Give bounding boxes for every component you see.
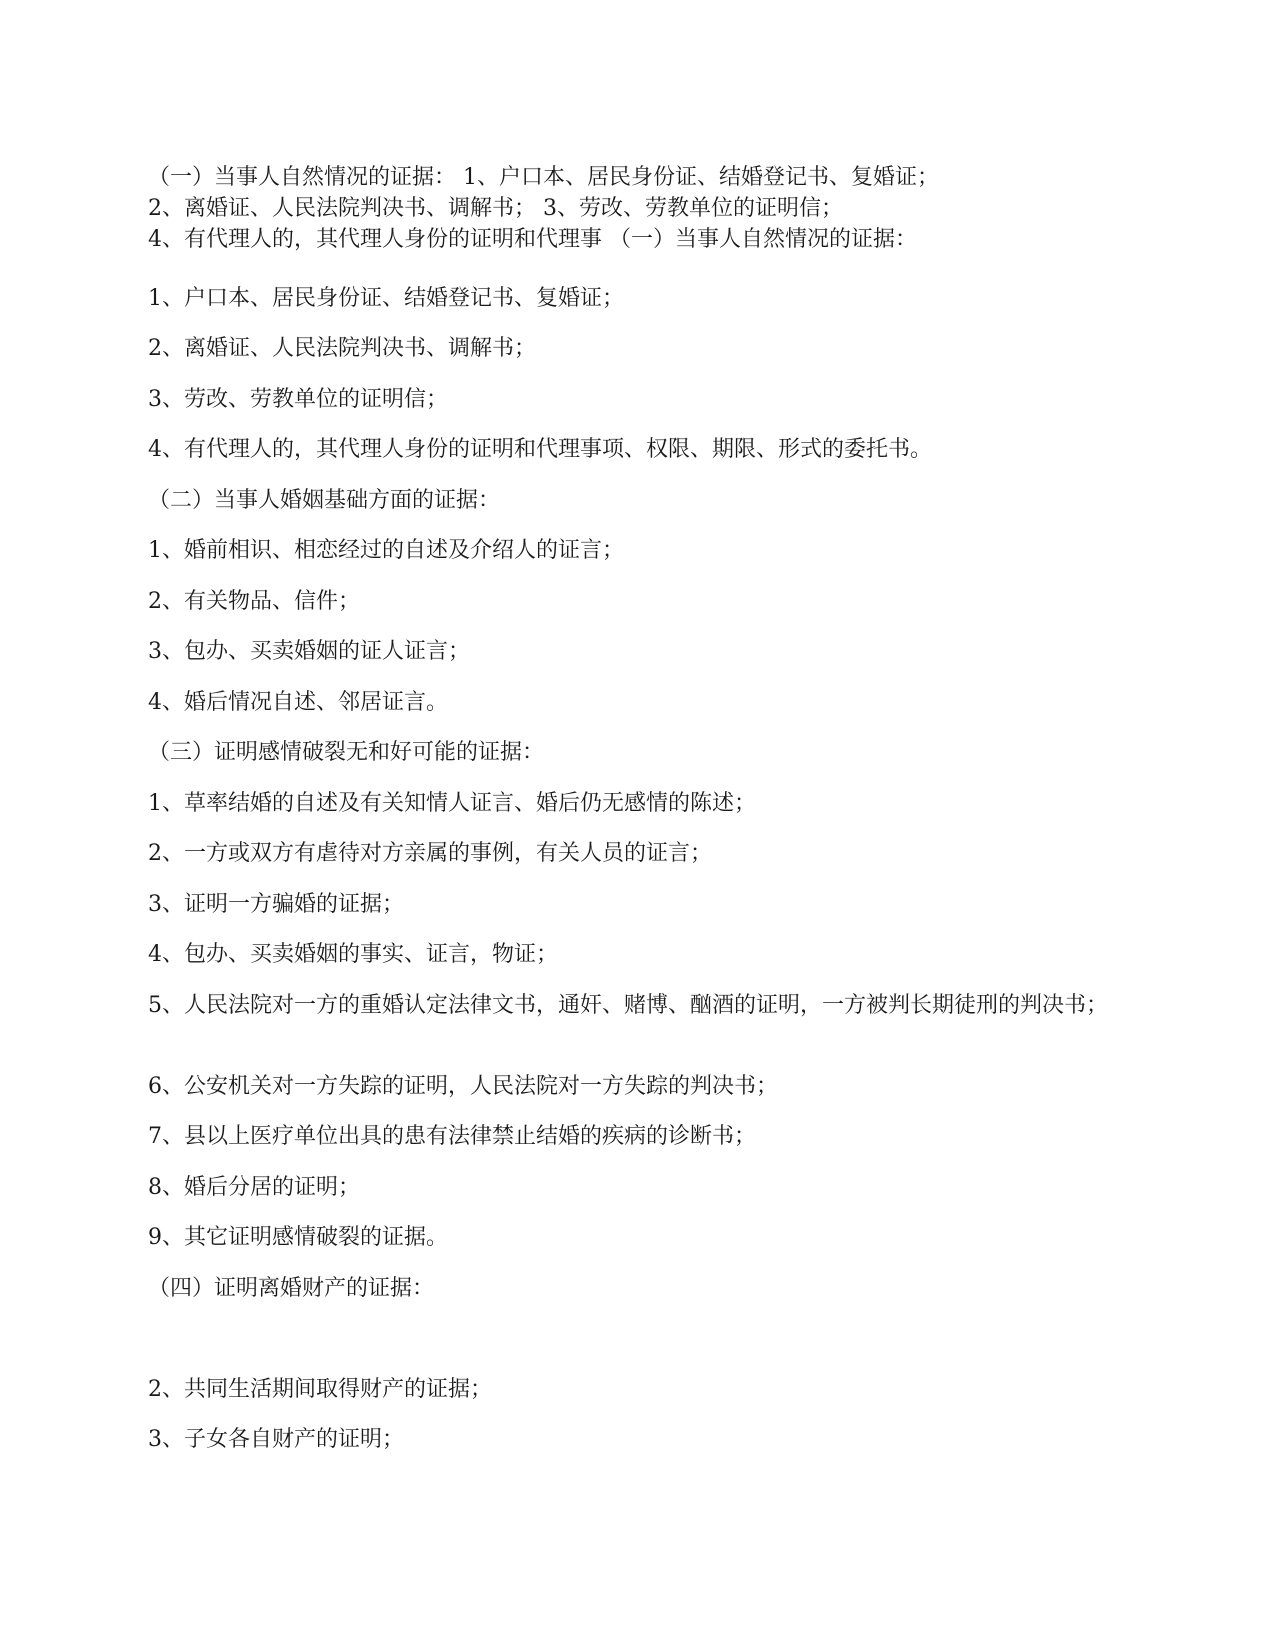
list-item: 4、包办、买卖婚姻的事实、证言，物证； [148, 942, 558, 967]
list-item: 3、子女各自财产的证明； [148, 1427, 404, 1452]
list-item: 3、包办、买卖婚姻的证人证言； [148, 639, 470, 664]
intro-line: （一）当事人自然情况的证据： 1、户口本、居民身份证、结婚登记书、复婚证； [148, 165, 939, 190]
list-item: 3、劳改、劳教单位的证明信； [148, 387, 448, 412]
section-heading: （二）当事人婚姻基础方面的证据： [148, 488, 501, 513]
list-item: 7、县以上医疗单位出具的患有法律禁止结婚的疾病的诊断书； [148, 1124, 756, 1149]
intro-line: 4、有代理人的，其代理人身份的证明和代理事 （一）当事人自然情况的证据： [148, 227, 917, 252]
list-item: 1、草率结婚的自述及有关知情人证言、婚后仍无感情的陈述； [148, 791, 756, 816]
list-item: 2、一方或双方有虐待对方亲属的事例，有关人员的证言； [148, 841, 712, 866]
list-item: 4、有代理人的，其代理人身份的证明和代理事项、权限、期限、形式的委托书。 [148, 437, 932, 462]
list-item: 2、离婚证、人民法院判决书、调解书； [148, 336, 536, 361]
list-item: 8、婚后分居的证明； [148, 1175, 360, 1200]
list-item: 4、婚后情况自述、邻居证言。 [148, 690, 448, 715]
intro-block [148, 162, 1128, 255]
list-item: 1、婚前相识、相恋经过的自述及介绍人的证言； [148, 538, 624, 563]
list-item: 3、证明一方骗婚的证据； [148, 892, 404, 917]
list-item: 6、公安机关对一方失踪的证明，人民法院对一方失踪的判决书； [148, 1074, 778, 1099]
section-heading: （四）证明离婚财产的证据： [148, 1276, 435, 1301]
intro-line: 2、离婚证、人民法院判决书、调解书； 3、劳改、劳教单位的证明信； [148, 196, 843, 221]
section-heading: （三）证明感情破裂无和好可能的证据： [148, 740, 545, 765]
list-item: 2、共同生活期间取得财产的证据； [148, 1377, 492, 1402]
list-item: 9、其它证明感情破裂的证据。 [148, 1225, 448, 1250]
list-item: 2、有关物品、信件； [148, 589, 360, 614]
list-item: 1、户口本、居民身份证、结婚登记书、复婚证； [148, 286, 624, 311]
list-item: 5、人民法院对一方的重婚认定法律文书，通奸、赌博、酗酒的证明，一方被判长期徒刑的判决书； [148, 993, 1109, 1018]
